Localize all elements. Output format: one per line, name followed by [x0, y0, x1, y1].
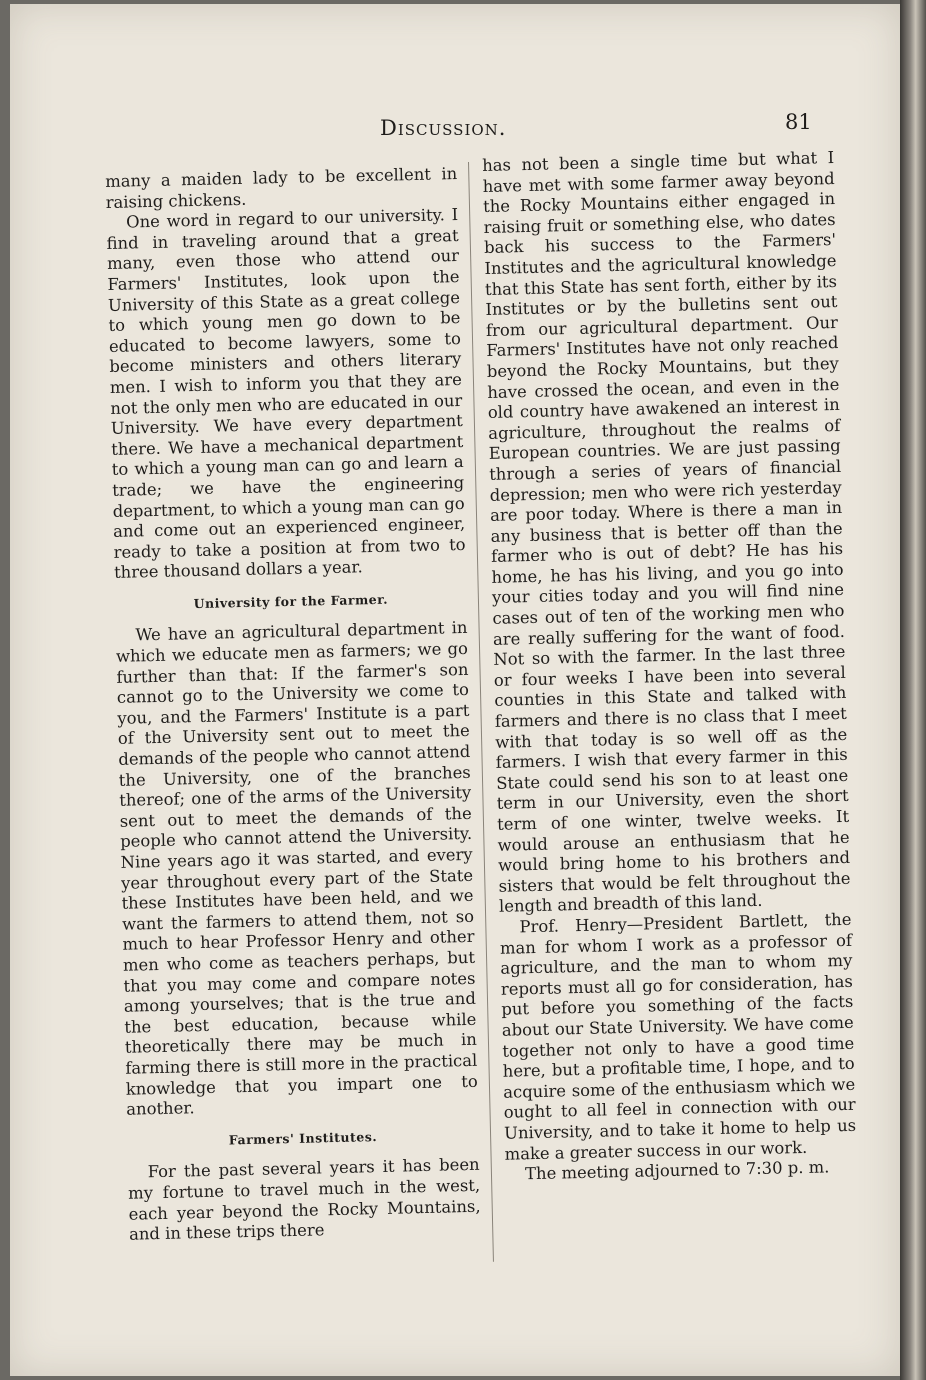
- paragraph: For the past several years it has been my fortune to travel much in the west, each year beyond the Rocky Mountains, and in these trips there: [127, 1155, 481, 1244]
- paragraph: many a maiden lady to be excellent in raising chickens.: [105, 164, 458, 212]
- paragraph: One word in regard to our university. I find in traveling around that a great many, even those who attend our Farmers' Institutes, look upon the University of this State as a great college to which young men go down to be educated to become lawyers, some to become ministers and others literary men. I wish to inform you that they are not the only men who are educated in our University. We have every department there. We have a mechanical department to which a young man can go and learn a trade; we have the engineering department, to which a young man can go and come out an experienced engineer, ready to take a position at from two to three thousand dollars a year.: [106, 205, 466, 583]
- section-heading: Farmers' Institutes.: [228, 1128, 378, 1148]
- book-page: [10, 4, 900, 1376]
- section-heading: University for the Farmer.: [193, 591, 389, 611]
- paragraph: has not been a single time but what I have met with some farmer away beyond the Rocky Mountains either engaged in raising fruit or something else, who dates back his success to the Farmers' Institutes and the agricultural knowledge that this State has sent forth, either by its Institutes or by the bulletins sent out from our agricultural department. Our Farmers' Institutes have not only reached beyond the Rocky Mountains, but they have crossed the ocean, and even in the old country have awakened an interest in agriculture, throughout the realms of European countries. We are just passing through a series of years of financial depression; men who were rich yesterday are poor today. Where is there a man in any business that is better off than the farmer who is out of debt? He has his home, he has his living, and you go into your cities today and you will find nine cases out of ten of the working men who are really suffering for the want of food. Not so with the farmer. In the last three or four weeks I have been into several counties in this State and talked with farmers and there is no class that I meet with that today is so well off as the farmers. I wish that every farmer in this State could send his son to at least one term in our University, even the short term of one winter, twelve weeks. It would arouse an enthusiasm that he would bring home to his brothers and sisters that would be felt throughout the length and breadth of this land.: [482, 148, 851, 917]
- paragraph: The meeting adjourned to 7:30 p. m.: [524, 1157, 830, 1184]
- page-number: 81: [785, 110, 812, 134]
- right-column: [482, 148, 857, 1185]
- book-spine: [900, 0, 926, 1380]
- page-header: [10, 110, 900, 150]
- paragraph: We have an agricultural department in which we educate men as farmers; we go further than that: If the farmer's son cannot go to the University we come to you, and the Farmers' Institute is a part of the University sent out to meet the demands of the people who cannot attend the University, one of the branches thereof; one of the arms of the University sent out to meet the demands of the people who cannot attend the University. Nine years ago it was started, and every year throughout every part of the State these Institutes have been held, and we want the farmers to attend them, not so much to hear Professor Henry and other men who come as teachers perhaps, but that you may come and compare notes among yourselves; that is the true and the best education, because while theoretically there may be much in farming there is still more in the practical knowledge that you impart one to another.: [115, 618, 478, 1119]
- running-head: Discussion.: [380, 116, 507, 140]
- paragraph: Prof. Henry—President Bartlett, the man for whom I work as a professor of agriculture, and the man to whom my reports must all go for consideration, has put before you something of the facts about our State University. We have come together not only to have a good time here, but a profitable time, I hope, and to acquire some of the enthusiasm which we ought to all feel in connection with our University, and to take it home to help us make a greater success in our work.: [499, 909, 857, 1164]
- left-column: [105, 164, 481, 1245]
